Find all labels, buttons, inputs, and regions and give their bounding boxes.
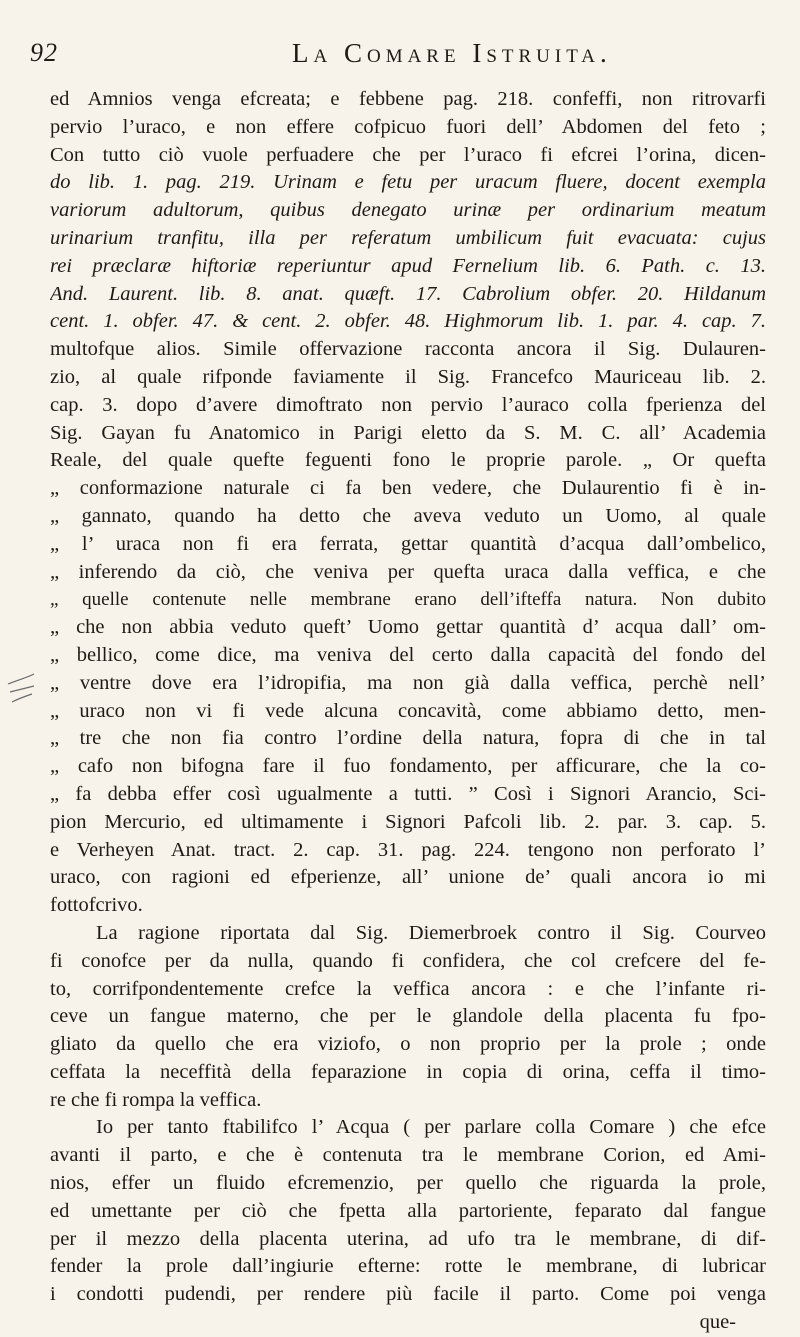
text-line: rei præclaræ hiftoriæ reperiuntur apud Fernelium lib. 6. Path. c. 13. <box>50 254 766 277</box>
text-line: „ fa debba effer così ugualmente a tutti. ” Così i Signori Arancio, Sci- <box>50 782 766 805</box>
text-line: variorum adultorum, quibus denegato urinæ per ordinarium meatum <box>50 199 766 222</box>
text-line: fender la prole dall’ingiurie efterne: rotte le membrane, di lubricar <box>50 1255 766 1278</box>
text-line: „ inferendo da ciò, che veniva per quefta uraca dalla veffica, e che <box>50 560 766 583</box>
page-header <box>30 38 770 78</box>
catchword: que- <box>699 1311 736 1334</box>
text-line: Reale, del quale quefte feguenti fono le proprie parole. „ Or quefta <box>50 449 766 472</box>
text-line: And. Laurent. lib. 8. anat. quæft. 17. Cabrolium obfer. 20. Hildanum <box>50 282 766 305</box>
text-line: ceve un fangue materno, che per le glandole della placenta fu fpo- <box>50 1005 766 1028</box>
body-text <box>50 86 766 1337</box>
text-line: uraco, con ragioni ed efperienze, all’ unione de’ quali ancora io mi <box>50 866 766 889</box>
page-number: 92 <box>30 38 58 67</box>
text-line: zio, al quale rifponde faviamente il Sig. Francefco Mauriceau lib. 2. <box>50 365 766 388</box>
text-line: „ ventre dove era l’idropifia, ma non già dalla veffica, perchè nell’ <box>50 671 766 694</box>
running-title: La Comare Istruita. <box>292 38 612 68</box>
text-line: La ragione riportata dal Sig. Diemerbroek contro il Sig. Courveo <box>96 921 766 944</box>
text-line: gliato da quello che era viziofo, o non proprio per la prole ; onde <box>50 1033 766 1056</box>
text-line: „ quelle contenute nelle membrane erano dell’ifteffa natura. Non dubito <box>50 589 766 611</box>
text-line: ed Amnios venga efcreata; e febbene pag. 218. confeffi, non ritrovarfi <box>50 88 766 110</box>
text-line: Con tutto ciò vuole perfuadere che per l’uraco fi efcrei l’orina, dicen- <box>50 143 766 166</box>
text-line: to, corrifpondentemente crefce la veffica ancora : e che l’infante ri- <box>50 977 766 1000</box>
text-line: „ conformazione naturale ci fa ben vedere, che Dulaurentio fi è in- <box>50 477 766 500</box>
text-line: i condotti pudendi, per rendere più facile il parto. Come poi venga <box>50 1283 766 1306</box>
text-line: ceffata la neceffità della feparazione in copia di orina, ceffa il timo- <box>50 1060 766 1083</box>
text-line: e Verheyen Anat. tract. 2. cap. 31. pag. 224. tengono non perforato l’ <box>50 838 766 861</box>
text-line: urinarium tranfitu, illa per referatum umbilicum fuit evacuata: cujus <box>50 226 766 249</box>
text-line: „ tre che non fia contro l’ordine della natura, fopra di che in tal <box>50 727 766 750</box>
text-line: per il mezzo della placenta uterina, ad ufo tra le membrane, di dif- <box>50 1227 766 1250</box>
text-line: avanti il parto, e che è contenuta tra le membrane Corion, ed Ami- <box>50 1144 766 1167</box>
text-line: re che fi rompa la veffica. <box>50 1088 262 1111</box>
text-line: ed umettante per ciò che fpetta alla partoriente, feparato dal fangue <box>50 1199 766 1222</box>
text-line: Sig. Gayan fu Anatomico in Parigi eletto da S. M. C. all’ Academia <box>50 421 766 444</box>
text-line: pervio l’uraco, e non effere cofpicuo fuori dell’ Abdomen del feto ; <box>50 115 766 138</box>
text-line: Io per tanto ftabilifco l’ Acqua ( per parlare colla Comare ) che efce <box>96 1116 766 1139</box>
text-line: nios, effer un fluido efcremenzio, per quello che riguarda la prole, <box>50 1172 766 1195</box>
text-line: „ gannato, quando ha detto che aveva veduto un Uomo, al quale <box>50 504 766 527</box>
text-line: multofque alios. Simile offervazione racconta ancora il Sig. Dulauren- <box>50 338 766 361</box>
text-line: do lib. 1. pag. 219. Urinam e fetu per uracum fluere, docent exempla <box>50 171 766 194</box>
text-line: pion Mercurio, ed ultimamente i Signori Pafcoli lib. 2. par. 3. cap. 5. <box>50 810 766 833</box>
text-line: „ bellico, come dice, ma veniva del certo dalla capacità del fondo del <box>50 643 766 666</box>
margin-pencil-mark <box>4 670 38 710</box>
text-line: fi conofce per da nulla, quando fi confidera, che col crefcere del fe- <box>50 949 766 972</box>
text-line: cent. 1. obfer. 47. & cent. 2. obfer. 48. Highmorum lib. 1. par. 4. cap. 7. <box>50 310 766 333</box>
text-line: „ l’ uraca non fi era ferrata, gettar quantità d’acqua dall’ombelico, <box>50 532 766 555</box>
text-line: „ che non abbia veduto queft’ Uomo gettar quantità d’ acqua dall’ om- <box>50 616 766 639</box>
text-line: cap. 3. dopo d’avere dimoftrato non pervio l’auraco colla fperienza del <box>50 393 766 416</box>
text-line: „ cafo non bifogna fare il fuo fondamento, per afficurare, che la co- <box>50 755 766 778</box>
text-line: „ uraco non vi fi vede alcuna concavità, come abbiamo detto, men- <box>50 699 766 722</box>
text-line: fottofcrivo. <box>50 894 143 917</box>
